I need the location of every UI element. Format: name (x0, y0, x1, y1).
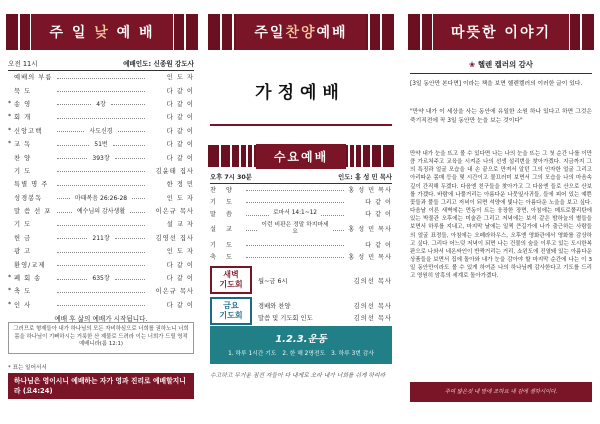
dawn-prayer-schedule: 월~금 6시 (258, 277, 288, 285)
order-tail: 예배 후 삶의 예배가 시작됩니다. (54, 314, 148, 323)
movement-box (210, 326, 392, 364)
leader-dots (246, 227, 257, 231)
invitation-verse: 수고하고 무거운 짐진 자들아 다 내게로 오라 내가 너희를 쉬게 하리라 (210, 373, 386, 379)
order-detail: 마태복음 26:26-28 (74, 194, 128, 202)
friday-prayer (210, 297, 392, 325)
movement-title: 1.2.3.운동 (275, 334, 327, 345)
wednesday-person: 홍 성 민 목사 (348, 186, 392, 194)
order-detail: 예수님의 감사생활 (76, 208, 126, 216)
order-detail: 635장 (92, 275, 110, 283)
praise-service-header (208, 14, 394, 50)
praise-service-title: 주일찬양예배 (236, 14, 365, 50)
order-label: 찬 양 (14, 154, 32, 162)
leader-dots (57, 75, 145, 79)
order-person: 김영선 집사 (155, 234, 194, 242)
order-row (8, 83, 194, 96)
leader-dots (333, 227, 344, 231)
order-row (8, 298, 194, 311)
wednesday-row (210, 238, 392, 250)
order-person: 인 도 자 (166, 74, 194, 82)
wednesday-order (210, 183, 392, 262)
order-label: 광 고 (14, 248, 32, 256)
wednesday-leader: 인도: 홍 성 민 목사 (338, 174, 392, 181)
leader-dots (118, 128, 145, 132)
order-detail: 393장 (92, 154, 110, 162)
standing-mark: * (8, 113, 12, 121)
wednesday-detail: 이런 비판은 정말 하지마세요 (261, 221, 329, 235)
friday-line (258, 311, 392, 323)
service-time: 오전 11시 (8, 60, 38, 68)
order-label: 예배의 부름 (14, 74, 53, 82)
order-label: 교 독 (14, 141, 32, 149)
order-label: 기 도 (14, 167, 32, 175)
leader-dots (321, 212, 344, 216)
leader-dots (57, 115, 145, 119)
story-paragraph-3: 만약 내가 눈을 뜨고 볼 수 있다면 나는 나의 눈을 뜨는 그 첫 순간 나를 이만큼 가르쳐주고 교육을 시켜준 나의 선생 설리번을 찾아가겠다. 지금까지 그의 특징과 얼굴 모습을 내 손 끝으로 만져서 알던 그의 인자한 얼굴 그리고 아리따운 몸매 등을 몇 시간이고 물끄러미 보면서 그의 모습을 나의 마음속 깊이 간직해 두겠다. 다음엔 친구들을 찾아가고 그 다음엔 들로 산으로 산보를 가겠다. 바람에 나풀거리는 아름다운 나뭇잎사귀들, 들에 피어 있는 예쁜 꽃들과 풀들 그리고 저녁이 되면 석양에 빛나는 아름다운 노을을 보고 싶다. 다음날 이른 새벽에는 먼동이 트는 웅장한 장면, 아침에는 메트로폴리탄에 있는 박물관 오후에는 미술관 그리고 저녁에는 보석 같은 밤하늘의 별들을 보면서 하루를 지내고, 마지막 날에는 일찍 큰길가에 나가 출근하는 사람들의 얼굴 표정들, 아침에는 오페라하우스, 오후엔 영화관에서 영화를 감상하고 싶다. 그리다 어느덧 저녁이 되면 나는 건물의 숲을 이루고 있는 도시한복판으로 나와서 네온싸인이 반짝거리는 거리, 쇼윈도에 진열돼 있는 아름다운 상품들을 보면서 집에 돌아와 내가 눈을 감아야 할 마지막 순간에 나는 이 3일 동안만이라도 볼 수 있게 하여준 나의 하나님께 감사한다고 기도를 드리고 영원히 암흑의 세계로 돌아가겠다. (410, 151, 592, 280)
movement-item: 1. 하루 1시간 기도 (228, 351, 277, 357)
leader-dots (246, 212, 269, 216)
standing-mark: * (8, 126, 12, 134)
divider (210, 124, 392, 126)
story-title (410, 59, 592, 74)
wednesday-row (210, 250, 392, 262)
order-row (8, 217, 194, 230)
order-person: 다 같 이 (166, 127, 194, 135)
leader-dots (132, 195, 145, 199)
leader-dots (57, 88, 145, 92)
wednesday-person: 다 같 이 (365, 211, 392, 219)
wednesday-person: 홍 성 민 목사 (348, 226, 392, 234)
wednesday-label: 말 씀 (210, 211, 236, 219)
friday-item: 경배와 찬양 (258, 302, 291, 310)
leader-dots (246, 254, 344, 258)
order-label: 말 씀 선 포 (14, 208, 52, 216)
order-label: 축 도 (14, 288, 32, 296)
wednesday-label: 기 도 (210, 198, 236, 206)
order-row (8, 244, 194, 257)
order-row (8, 271, 194, 284)
order-label: 묵 도 (14, 87, 32, 95)
service-leader: 예배인도: 신종원 강도사 (123, 60, 194, 68)
wednesday-person: 다 같 이 (365, 241, 392, 249)
standing-mark: * (8, 140, 12, 148)
wednesday-label: 설 교 (210, 226, 236, 234)
order-row (8, 150, 194, 163)
family-worship-title: 가정예배 (255, 83, 345, 103)
leader-dots (57, 101, 91, 105)
leader-dots (57, 128, 84, 132)
wednesday-row (210, 183, 392, 195)
friday-line (258, 299, 392, 311)
wednesday-time: 오후 7시 30분 (210, 174, 252, 181)
order-person: 다 같 이 (166, 114, 194, 122)
friday-leader: 김의선 목사 (353, 314, 392, 322)
order-row (8, 204, 194, 217)
middle-column (200, 0, 400, 424)
scripture-banner: 하나님은 영이시니 예배하는 자가 영과 진리로 예배할지니라 (요4:24) (8, 373, 194, 399)
leader-dots (57, 195, 70, 199)
leader-dots (115, 276, 145, 280)
leader-dots (57, 262, 145, 266)
order-person: 인 도 자 (166, 248, 194, 256)
friday-leader: 김의선 목사 (353, 302, 392, 310)
order-row (8, 177, 194, 190)
order-label: 기 도 (14, 221, 32, 229)
order-row (8, 124, 194, 137)
order-detail: 사도신경 (89, 127, 113, 135)
movement-item: 3. 하루 3번 감사 (331, 351, 374, 357)
story-paragraph-2: "만약 내가 이 세상을 사는 동안에 유일한 소원 하나 있다고 하면 그것은 죽기직전에 꼭 3일 동안만 눈을 보는 것이다" (410, 109, 592, 124)
wednesday-row (210, 220, 392, 238)
order-person: 한 정 민 (166, 181, 194, 189)
story-title-text: 헬렌 켈러의 감사 (477, 60, 533, 69)
order-detail: 51번 (94, 141, 108, 149)
order-label: 신앙고백 (14, 127, 43, 135)
warm-story-header (408, 14, 594, 50)
order-label: 특별 명 주 (14, 181, 49, 189)
leader-dots (57, 142, 89, 146)
order-row (8, 97, 194, 110)
standing-mark: * (8, 99, 12, 107)
left-column (0, 0, 200, 424)
movement-item: 2. 한 해 2명전도 (282, 351, 326, 357)
order-row (8, 257, 194, 270)
leader-dots (57, 155, 87, 159)
wednesday-row (210, 208, 392, 220)
leader-dots (115, 155, 145, 159)
movement-items (210, 345, 392, 357)
order-label: 회 개 (14, 114, 32, 122)
leader-dots (246, 187, 344, 191)
order-person: 다 같 이 (166, 100, 194, 108)
wednesday-person: 홍 성 민 목사 (348, 253, 392, 261)
order-row (8, 231, 194, 244)
wednesday-detail: 로마서 14:1~12 (273, 210, 317, 217)
order-label: 헌 금 (14, 234, 32, 242)
order-row (8, 110, 194, 123)
wednesday-label: 기 도 (210, 241, 236, 249)
order-person: 다 같 이 (166, 87, 194, 95)
leader-dots (57, 168, 145, 172)
sunday-morning-header (6, 14, 198, 50)
order-of-worship (8, 70, 194, 324)
leader-dots (57, 182, 145, 186)
leader-dots (57, 235, 87, 239)
leader-dots (113, 142, 145, 146)
leader-dots (246, 242, 344, 246)
standing-mark: * (8, 274, 12, 282)
leader-dots (111, 101, 145, 105)
friday-prayer-label: 금요 기도회 (210, 297, 252, 325)
order-person: 인 도 자 (166, 194, 194, 202)
order-label: 송 영 (14, 100, 32, 108)
friday-item: 말씀 및 기도회 인도 (258, 314, 313, 322)
order-row (8, 191, 194, 204)
order-person: 다 같 이 (166, 141, 194, 149)
flower-icon: ❀ (469, 60, 476, 69)
order-row (8, 70, 194, 83)
order-person: 다 같 이 (166, 154, 194, 162)
order-row (8, 284, 194, 297)
order-label: 인 사 (14, 301, 32, 309)
wednesday-label: 축 도 (210, 253, 236, 261)
verse-box: 그러므로 형제들아 내가 하나님의 모든 자비하심으로 너희를 권하노니 너희 몸을 하나님이 기뻐하시는 거룩한 산 제물로 드려라 이는 너희가 드릴 영적 예배니라(롬 12:1) (8, 322, 194, 354)
leader-dots (115, 235, 145, 239)
friday-prayer-lines (252, 299, 392, 323)
leader-dots (246, 199, 344, 203)
order-label: 성경봉독 (14, 194, 43, 202)
leader-dots (57, 276, 87, 280)
order-detail: 211장 (92, 234, 110, 242)
leader-dots (130, 209, 145, 213)
sunday-morning-title: 주 일 낮 예 배 (31, 14, 172, 50)
leader-dots (57, 249, 145, 253)
wednesday-service-title: 수요예배 (256, 144, 346, 169)
wednesday-person: 다 같 이 (365, 198, 392, 206)
right-column (400, 0, 600, 424)
standing-mark: * (8, 300, 12, 308)
dawn-prayer (210, 266, 392, 294)
warm-story-title: 따뜻한 이야기 (433, 14, 569, 50)
order-person: 다 같 이 (166, 301, 194, 309)
order-person: 다 같 이 (166, 261, 194, 269)
standing-note: * 표는 일어서서 (8, 365, 47, 371)
order-row (8, 164, 194, 177)
wednesday-row (210, 195, 392, 207)
order-label: 폐 회 송 (14, 275, 42, 283)
order-person: 다 같 이 (166, 275, 194, 283)
leader-dots (57, 302, 145, 306)
wednesday-label: 찬 양 (210, 186, 236, 194)
order-person: 이은규 목사 (155, 208, 194, 216)
order-person: 설 교 자 (166, 221, 194, 229)
story-footer: 주여 많은것 내 맘에 조하요 내 감에 셀하시이다. (410, 382, 592, 402)
order-label: 환영/교제 (14, 261, 46, 269)
order-row (8, 137, 194, 150)
wednesday-service-header (208, 145, 394, 167)
order-detail: 4장 (96, 100, 106, 108)
dawn-prayer-label: 새벽 기도회 (210, 266, 252, 294)
standing-mark: * (8, 287, 12, 295)
order-person: 김윤태 집사 (155, 167, 194, 175)
leader-dots (57, 209, 72, 213)
story-paragraph-1: [3일 동안만 본다면] 이라는 책을 보면 헬렌켈러의 이러한 글이 있다. (410, 81, 583, 87)
leader-dots (57, 222, 145, 226)
dawn-prayer-leader: 김의선 목사 (353, 277, 392, 285)
leader-dots (57, 289, 145, 293)
order-person: 이은규 목사 (155, 288, 194, 296)
